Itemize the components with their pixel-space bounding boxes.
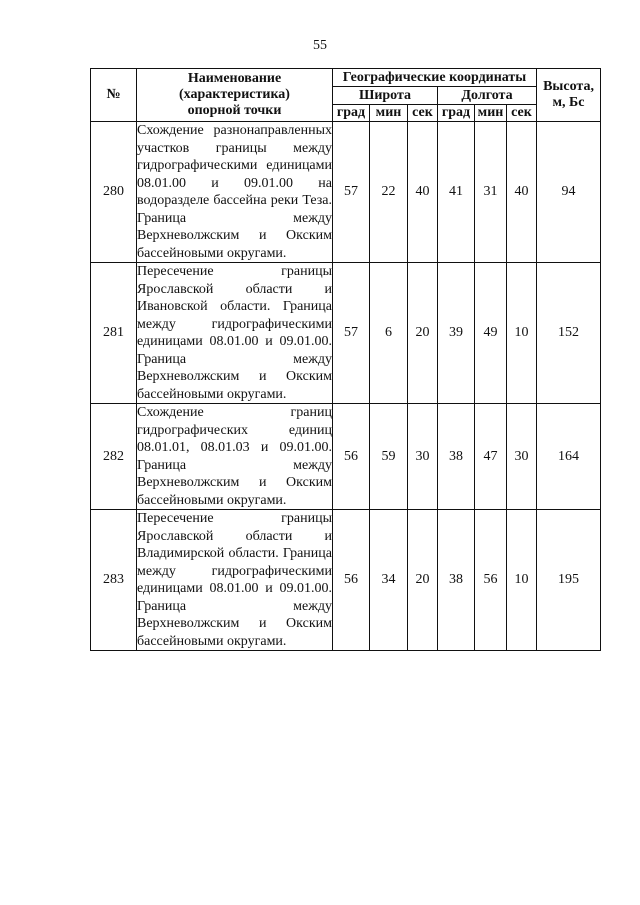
- header-lat-sec: сек: [408, 105, 438, 122]
- header-name-line2: (характеристика): [179, 87, 290, 102]
- latitude-degrees: 57: [333, 263, 370, 404]
- longitude-seconds: 10: [507, 510, 537, 651]
- page-number: 55: [313, 38, 327, 53]
- header-lat-deg: град: [333, 105, 370, 122]
- header-geo-coordinates: Географические координаты: [333, 69, 537, 87]
- row-description: Пересечение границы Ярославской области и Владимирской области. Граница между гидрографическими единицами 08.01.00 и 09.01.00. Граница между Верхневолжским и Окским бассейновыми округами.: [137, 511, 332, 649]
- latitude-minutes: 6: [370, 263, 408, 404]
- row-description: Схождение границ гидрографических единиц 08.01.01, 08.01.03 и 09.01.00. Граница между Верхневолжским и Окским бассейновыми округами.: [137, 405, 332, 508]
- longitude-seconds: 10: [507, 263, 537, 404]
- header-name-line3: опорной точки: [187, 103, 282, 118]
- header-lon-sec: сек: [507, 105, 537, 122]
- height-value: 164: [537, 404, 601, 510]
- height-value: 195: [537, 510, 601, 651]
- table-row: [91, 510, 601, 651]
- height-value: 152: [537, 263, 601, 404]
- latitude-seconds: 30: [408, 404, 438, 510]
- latitude-minutes: 34: [370, 510, 408, 651]
- header-height: [537, 69, 601, 122]
- header-name-line1: Наименование: [187, 71, 282, 86]
- header-lat-min: мин: [370, 105, 408, 122]
- header-longitude: Долгота: [438, 87, 537, 105]
- row-number: 280: [91, 122, 137, 263]
- longitude-degrees: 38: [438, 510, 475, 651]
- latitude-seconds: 20: [408, 510, 438, 651]
- row-number: 282: [91, 404, 137, 510]
- table-row: [91, 122, 601, 263]
- header-latitude: Широта: [333, 87, 438, 105]
- longitude-seconds: 40: [507, 122, 537, 263]
- header-height-line1: Высота,: [543, 79, 594, 94]
- longitude-minutes: 31: [475, 122, 507, 263]
- longitude-degrees: 41: [438, 122, 475, 263]
- coordinates-table: [90, 68, 601, 651]
- longitude-degrees: 38: [438, 404, 475, 510]
- latitude-seconds: 20: [408, 263, 438, 404]
- header-lon-deg: град: [438, 105, 475, 122]
- longitude-degrees: 39: [438, 263, 475, 404]
- header-number: №: [91, 69, 137, 122]
- latitude-degrees: 57: [333, 122, 370, 263]
- row-description: Схождение разнонаправленных участков границы между гидрографическими единицами 08.01.00 и 09.01.00 на водоразделе бассейна реки Теза. Граница между Верхневолжским и Окским бассейновыми округами.: [137, 123, 332, 261]
- longitude-minutes: 56: [475, 510, 507, 651]
- longitude-minutes: 49: [475, 263, 507, 404]
- latitude-degrees: 56: [333, 510, 370, 651]
- table-header: [91, 69, 601, 122]
- table-body: [91, 122, 601, 651]
- row-description: Пересечение границы Ярославской области и Ивановской области. Граница между гидрографическими единицами 08.01.00 и 09.01.00. Граница между Верхневолжским и Окским бассейновыми округами.: [137, 264, 332, 402]
- longitude-minutes: 47: [475, 404, 507, 510]
- header-lon-min: мин: [475, 105, 507, 122]
- row-number: 283: [91, 510, 137, 651]
- latitude-minutes: 22: [370, 122, 408, 263]
- row-number: 281: [91, 263, 137, 404]
- header-height-line2: м, Бс: [552, 95, 585, 110]
- latitude-degrees: 56: [333, 404, 370, 510]
- longitude-seconds: 30: [507, 404, 537, 510]
- latitude-seconds: 40: [408, 122, 438, 263]
- table-row: [91, 263, 601, 404]
- header-name: [137, 69, 333, 122]
- latitude-minutes: 59: [370, 404, 408, 510]
- height-value: 94: [537, 122, 601, 263]
- table-row: [91, 404, 601, 510]
